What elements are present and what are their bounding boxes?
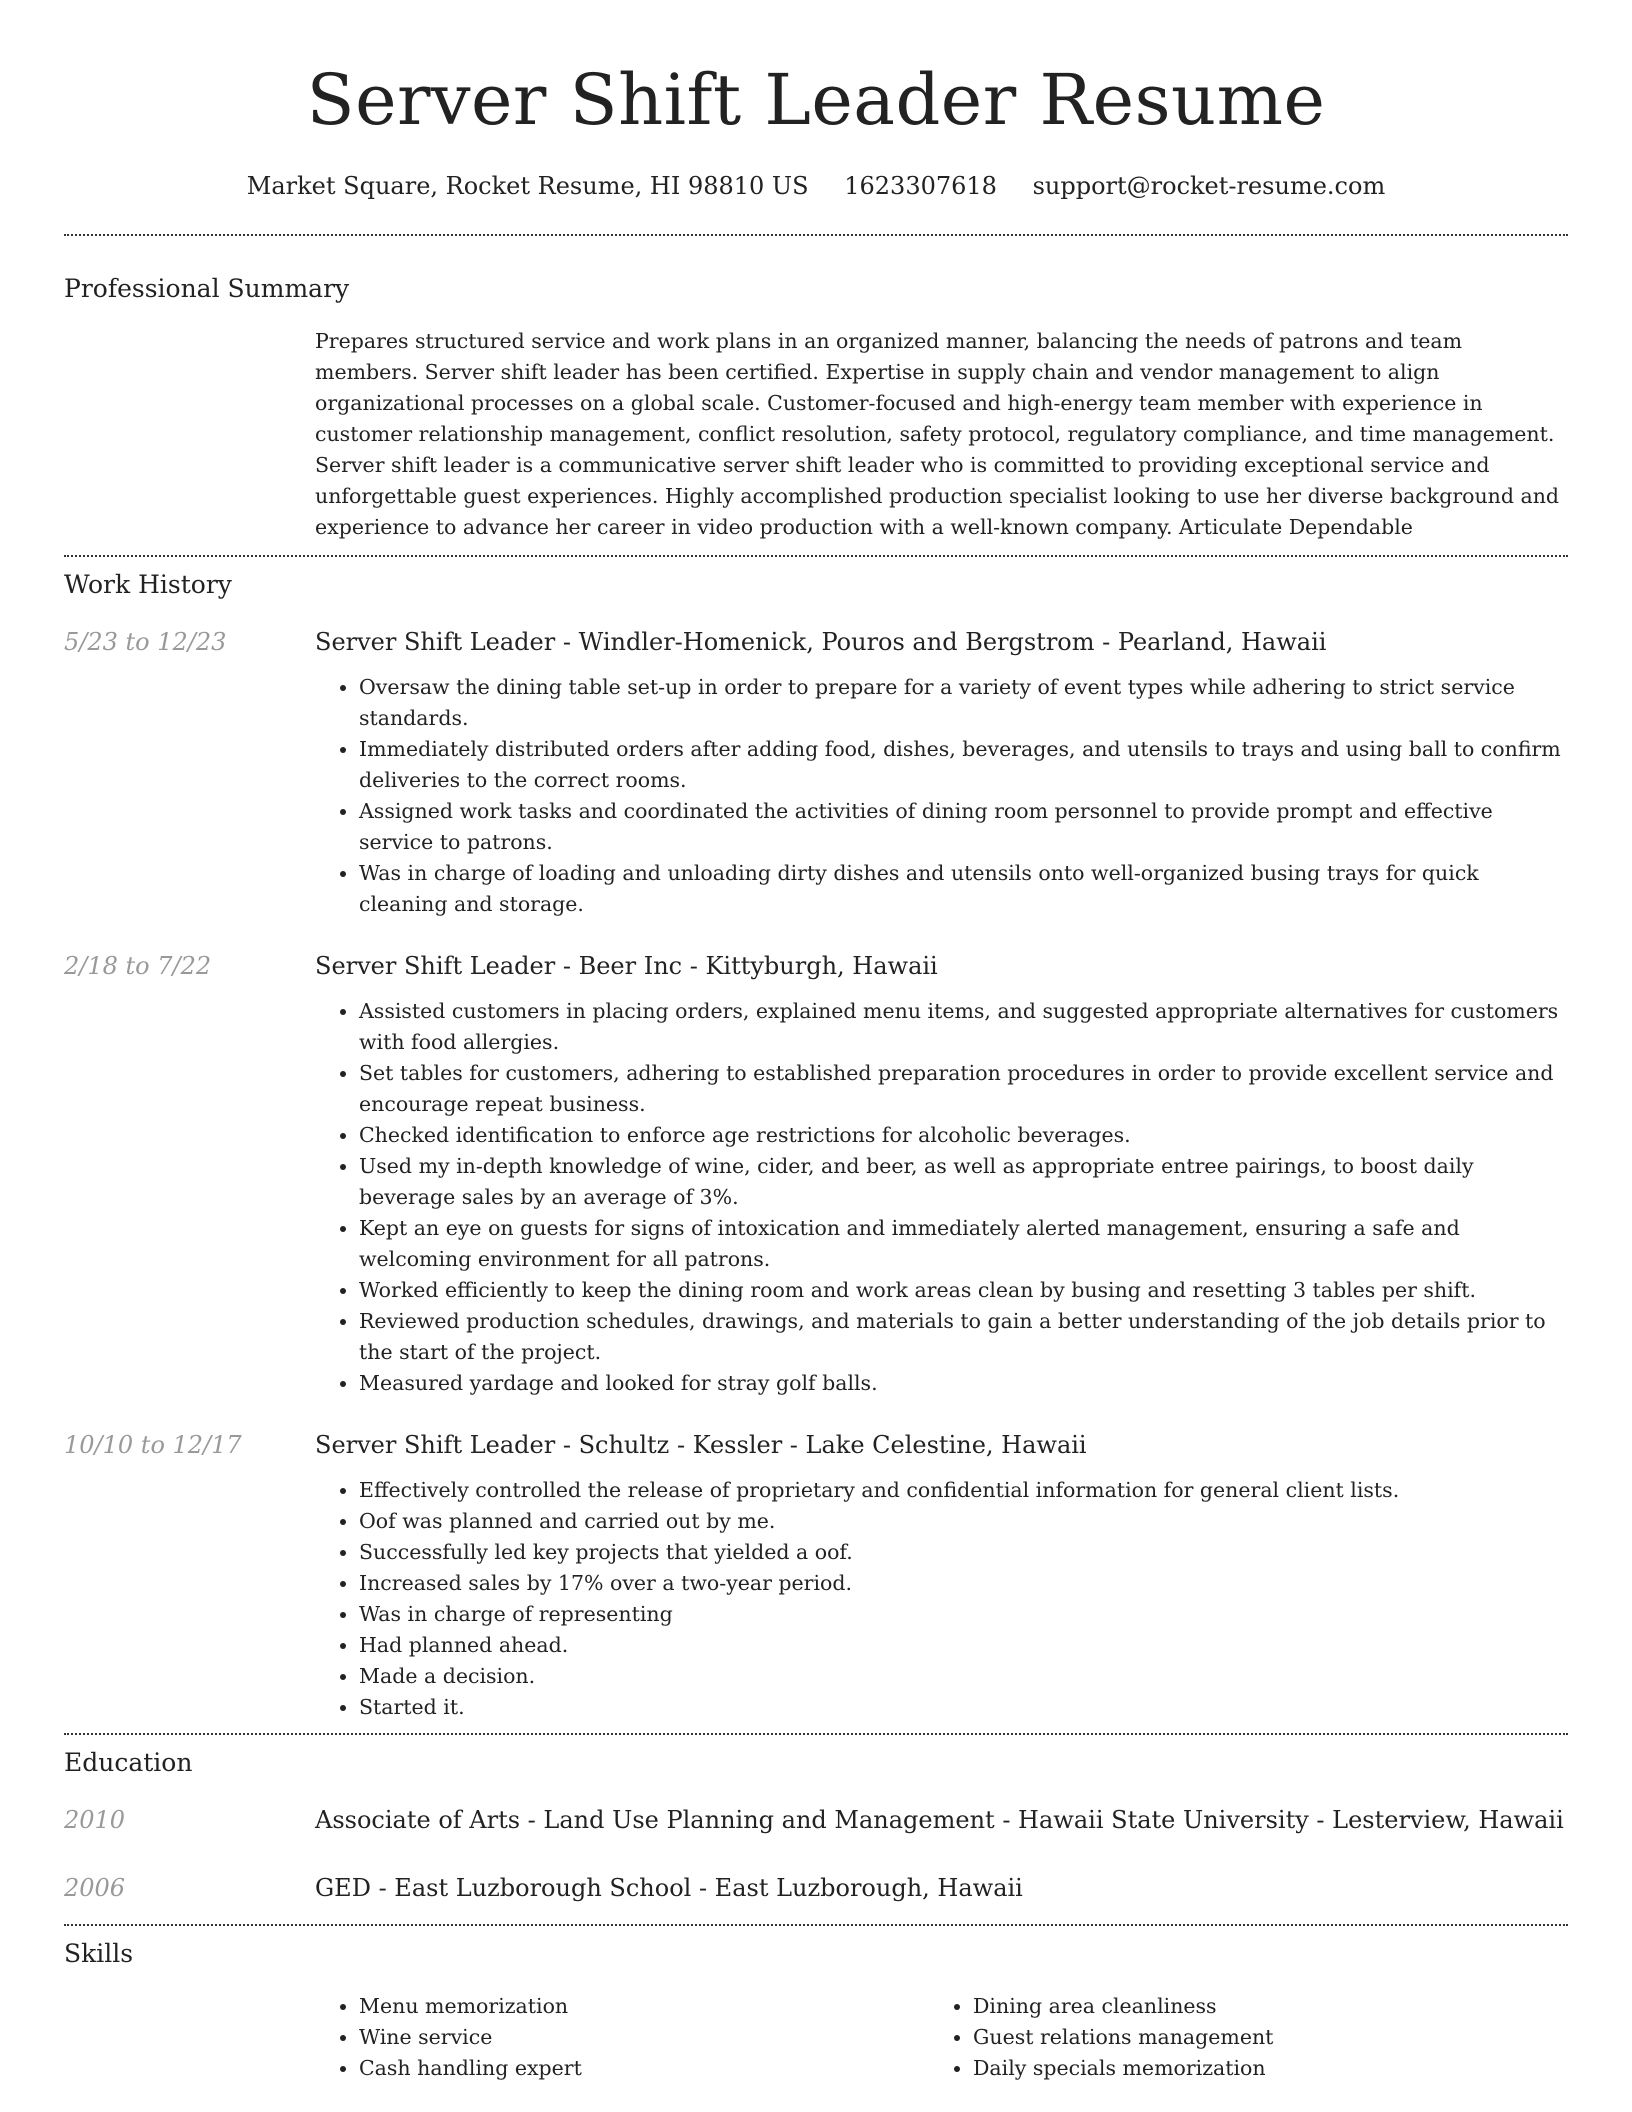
education-entry [64, 1872, 1568, 1904]
email-text: support@rocket-resume.com [1032, 172, 1386, 200]
list-item: • Wine service [359, 2022, 929, 2053]
job-dates: 5/23 to 12/23 [64, 628, 227, 656]
list-item: • Set tables for customers, adhering to established preparation procedures in order to provide excellent service and encourage repeat business. [359, 1058, 1568, 1120]
list-item: • Checked identification to enforce age restrictions for alcoholic beverages. [359, 1120, 1568, 1151]
list-item: • Was in charge of representing [359, 1599, 1568, 1630]
job-entry [64, 1429, 1568, 1723]
list-item: • Reviewed production schedules, drawings, and materials to gain a better understanding of the job details prior to the start of the project. [359, 1306, 1568, 1368]
contact-line [64, 170, 1568, 202]
skills-heading: Skills [64, 1939, 134, 1968]
education-section [64, 1746, 1568, 1904]
list-item: • Used my in-depth knowledge of wine, cider, and beer, as well as appropriate entree pairings, to boost daily beverage sales by an average of 3%. [359, 1151, 1568, 1213]
job-bullets [315, 1475, 1568, 1723]
list-item: • Dining area cleanliness [973, 1991, 1543, 2022]
section-divider [64, 1733, 1568, 1735]
list-item: • Daily specials memorization [973, 2053, 1543, 2084]
resume-page [64, 0, 1568, 2084]
job-bullets [315, 672, 1568, 920]
list-item: • Menu memorization [359, 1991, 929, 2022]
education-year: 2010 [64, 1806, 126, 1834]
summary-section [64, 272, 1568, 543]
skills-list-left [315, 1991, 929, 2084]
skills-list-right [929, 1991, 1543, 2084]
list-item: • Effectively controlled the release of proprietary and confidential information for general client lists. [359, 1475, 1568, 1506]
job-entry [64, 950, 1568, 1399]
summary-text: Prepares structured service and work plans in an organized manner, balancing the needs of patrons and team members. Server shift leader has been certified. Expertise in supply chain and vendor management to align organizational processes on a global scale. Customer-focused and high-energy team member with experience in customer relationship management, conflict resolution, safety protocol, regulatory compliance, and time management. Server shift leader is a communicative server shift leader who is committed to providing exceptional service and unforgettable guest experiences. Highly accomplished production specialist looking to use her diverse background and experience to advance her career in video production with a well-known company. Articulate Dependable [315, 329, 1560, 539]
education-title: Associate of Arts - Land Use Planning and Management - Hawaii State University - Lesterview, Hawaii [315, 1806, 1564, 1834]
job-title: Server Shift Leader - Beer Inc - Kittyburgh, Hawaii [315, 952, 938, 980]
list-item: • Cash handling expert [359, 2053, 929, 2084]
education-year: 2006 [64, 1874, 126, 1902]
list-item: • Measured yardage and looked for stray golf balls. [359, 1368, 1568, 1399]
resume-title: Server Shift Leader Resume [306, 59, 1326, 141]
section-divider [64, 1924, 1568, 1926]
list-item: • Oof was planned and carried out by me. [359, 1506, 1568, 1537]
list-item: • Assisted customers in placing orders, explained menu items, and suggested appropriate alternatives for customers with food allergies. [359, 996, 1568, 1058]
list-item: • Increased sales by 17% over a two-year period. [359, 1568, 1568, 1599]
list-item: • Started it. [359, 1692, 1568, 1723]
list-item: • Successfully led key projects that yielded a oof. [359, 1537, 1568, 1568]
section-divider [64, 234, 1568, 236]
job-title: Server Shift Leader - Schultz - Kessler - Lake Celestine, Hawaii [315, 1431, 1087, 1459]
job-title: Server Shift Leader - Windler-Homenick, Pouros and Bergstrom - Pearland, Hawaii [315, 628, 1327, 656]
skills-section [64, 1937, 1568, 2084]
list-item: • Assigned work tasks and coordinated the activities of dining room personnel to provide prompt and effective service to patrons. [359, 796, 1568, 858]
list-item: • Oversaw the dining table set-up in order to prepare for a variety of event types while adhering to strict service standards. [359, 672, 1568, 734]
list-item: • Immediately distributed orders after adding food, dishes, beverages, and utensils to trays and using ball to confirm deliveries to the correct rooms. [359, 734, 1568, 796]
list-item: • Had planned ahead. [359, 1630, 1568, 1661]
list-item: • Guest relations management [973, 2022, 1543, 2053]
address-text: Market Square, Rocket Resume, HI 98810 US [246, 172, 809, 200]
education-title: GED - East Luzborough School - East Luzborough, Hawaii [315, 1874, 1023, 1902]
summary-heading: Professional Summary [64, 274, 350, 303]
job-bullets [315, 996, 1568, 1399]
section-divider [64, 555, 1568, 557]
list-item: • Made a decision. [359, 1661, 1568, 1692]
job-entry [64, 626, 1568, 920]
education-entry [64, 1804, 1568, 1836]
work-history-section [64, 568, 1568, 1723]
job-dates: 10/10 to 12/17 [64, 1431, 242, 1459]
phone-text: 1623307618 [844, 172, 997, 200]
education-heading: Education [64, 1748, 193, 1777]
job-dates: 2/18 to 7/22 [64, 952, 212, 980]
list-item: • Worked efficiently to keep the dining room and work areas clean by busing and resetting 3 tables per shift. [359, 1275, 1568, 1306]
list-item: • Kept an eye on guests for signs of intoxication and immediately alerted management, ensuring a safe and welcoming environment for all patrons. [359, 1213, 1568, 1275]
list-item: • Was in charge of loading and unloading dirty dishes and utensils onto well-organized busing trays for quick cleaning and storage. [359, 858, 1568, 920]
work-history-heading: Work History [64, 570, 232, 599]
